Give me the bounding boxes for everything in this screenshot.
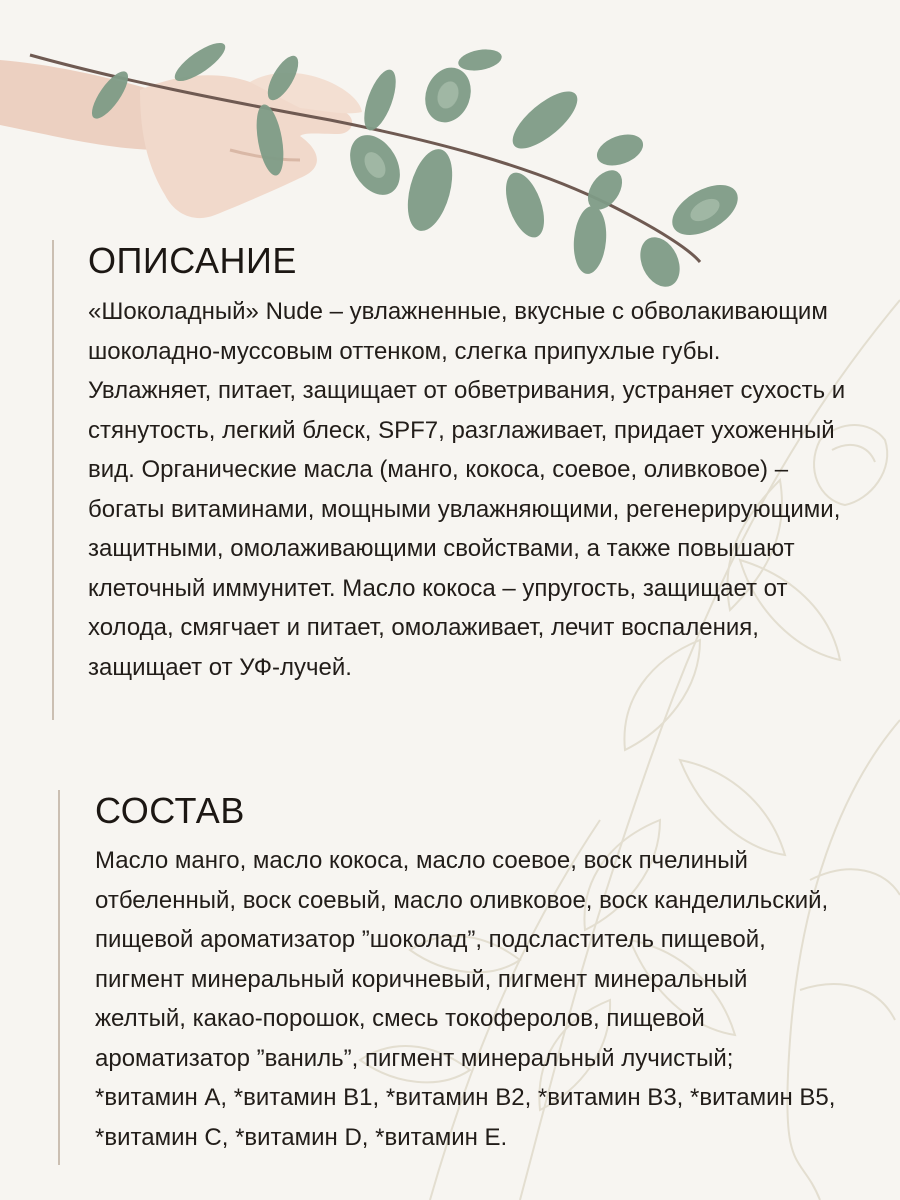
composition-text: Масло манго, масло кокоса, масло соевое, воск пчелиный отбеленный, воск соевый, масло оливковое, воск канделильский, пищевой ароматизатор ”шоколад”, подсластитель пищевой, пигмент минеральный коричневый, пигмент минеральный желтый, какао-порошок, смесь токоферолов, пищевой ароматизатор ”ваниль”, пигмент минеральный лучистый; *витамин A, *витамин B1, *витамин B2, *витамин B3, *витамин B5, *витамин C, *витамин D, *витамин E. xyxy=(95,847,836,1151)
leaf xyxy=(633,231,688,290)
leaf xyxy=(498,168,551,243)
composition-heading: СОСТАВ xyxy=(95,790,245,831)
description-heading: ОПИСАНИЕ xyxy=(88,240,297,281)
leaf xyxy=(504,82,586,158)
leaf xyxy=(593,129,648,172)
leaf xyxy=(457,46,504,73)
description-divider-line xyxy=(52,240,54,720)
composition-divider-line xyxy=(58,790,60,1165)
leaf xyxy=(400,144,460,235)
leaf xyxy=(571,205,609,276)
description-text: «Шоколадный» Nude – увлажненные, вкусные с обволакивающим шоколадно-муссовым оттенком, слегка припухлые губы. Увлажняет, питает, защищает от обветривания, устраняет сухость и стянутость, легкий блеск, SPF7, разглаживает, придает ухоженный вид. Органические масла (манго, кокоса, соевое, оливковое) – богаты витаминами, мощными увлажняющими, регенерирующими, защитными, омолаживающими свойствами, а также повышают клеточный иммунитет. Масло кокоса – упругость, защищает от холода, смягчает и питает, омолаживает, лечит воспаления, защищает от УФ-лучей. xyxy=(88,298,846,681)
leaf xyxy=(358,66,402,134)
